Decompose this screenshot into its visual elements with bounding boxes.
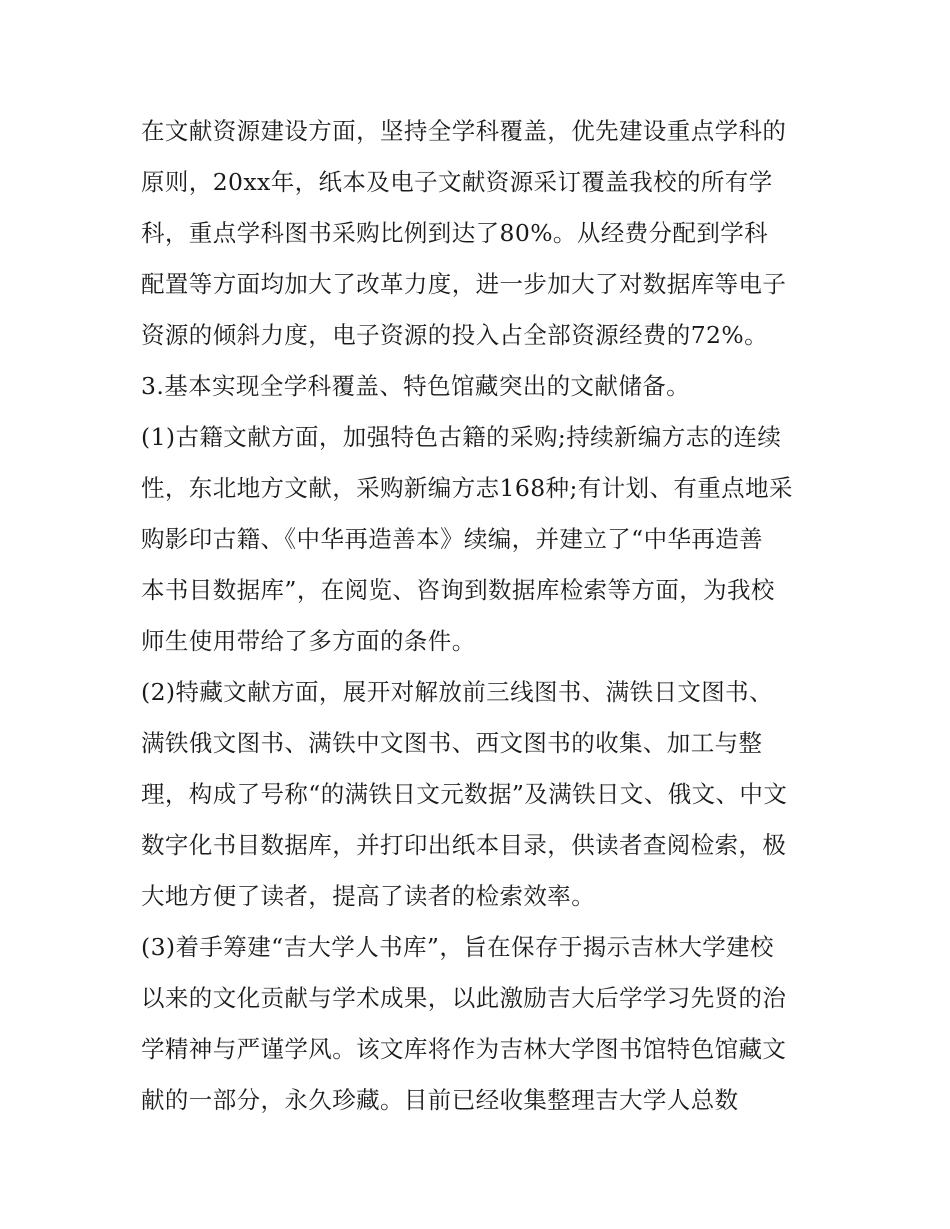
text-line: 献的一部分，永久珍藏。目前已经收集整理吉大学人总数 <box>141 1086 739 1114</box>
text-line: 购影印古籍、《中华再造善本》续编，并建立了“中华再造善 <box>141 525 764 553</box>
document-body <box>141 106 821 1126</box>
text-line: 性，东北地方文献，采购新编方志168种;有计划、有重点地采 <box>141 474 793 502</box>
text-line: 资源的倾斜力度，电子资源的投入占全部资源经费的72%。 <box>141 321 769 349</box>
text-line: 学精神与严谨学风。该文库将作为吉林大学图书馆特色馆藏文 <box>141 1035 787 1063</box>
text-line: 数字化书目数据库，并打印出纸本目录，供读者查阅检索，极 <box>141 831 787 859</box>
text-line: 本书目数据库”，在阅览、咨询到数据库检索等方面，为我校 <box>141 576 775 604</box>
text-line: 以来的文化贡献与学术成果，以此激励吉大后学学习先贤的治 <box>141 984 787 1012</box>
text-line: 大地方便了读者，提高了读者的检索效率。 <box>141 882 596 910</box>
text-line: 满铁俄文图书、满铁中文图书、西文图书的收集、加工与整 <box>141 729 763 757</box>
text-line: 科，重点学科图书采购比例到达了80%。从经费分配到学科 <box>141 219 769 247</box>
text-line: (3)着手筹建“吉大学人书库”，旨在保存于揭示吉林大学建校 <box>141 933 774 961</box>
section-heading: 3.基本实现全学科覆盖、特色馆藏突出的文献储备。 <box>141 372 691 400</box>
text-line: 在文献资源建设方面，坚持全学科覆盖，优先建设重点学科的 <box>141 117 787 145</box>
text-line: 配置等方面均加大了改革力度，进一步加大了对数据库等电子 <box>141 270 787 298</box>
text-line: (1)古籍文献方面，加强特色古籍的采购;持续新编方志的连续 <box>141 423 782 451</box>
text-line: (2)特藏文献方面，展开对解放前三线图书、满铁日文图书、 <box>141 678 773 706</box>
text-line: 原则，20xx年，纸本及电子文献资源采订覆盖我校的所有学 <box>141 168 773 196</box>
text-line: 师生使用带给了多方面的条件。 <box>141 627 476 655</box>
text-line: 理，构成了号称“的满铁日文元数据”及满铁日文、俄文、中文 <box>141 780 788 808</box>
